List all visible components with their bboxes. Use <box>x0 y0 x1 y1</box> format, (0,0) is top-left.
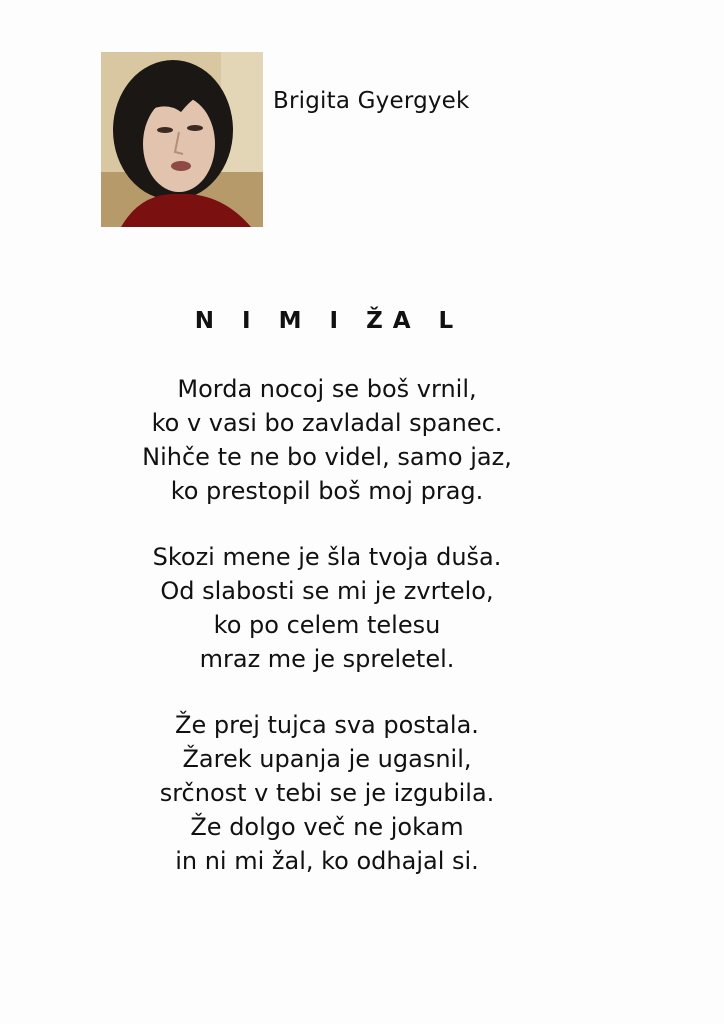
poem-line: ko po celem telesu <box>213 611 441 639</box>
poem-line: Nihče te ne bo videl, samo jaz, <box>142 443 512 471</box>
poem-line: in ni mi žal, ko odhajal si. <box>175 847 479 875</box>
poem-line: Morda nocoj se boš vrnil, <box>177 375 477 403</box>
poem-line: ko prestopil boš moj prag. <box>170 477 484 505</box>
poem-line: Že prej tujca sva postala. <box>175 711 479 739</box>
poem-line: Skozi mene je šla tvoja duša. <box>152 543 502 571</box>
poem-line: Od slabosti se mi je zvrtelo, <box>160 577 494 605</box>
poem-line: mraz me je spreletel. <box>199 645 455 673</box>
stanza-1 <box>0 372 654 508</box>
poem-title: N I M I ŽA L <box>194 308 464 334</box>
stanza-3 <box>0 708 654 878</box>
poem-line: srčnost v tebi se je izgubila. <box>159 779 495 807</box>
poem-line: Žarek upanja je ugasnil, <box>182 745 472 773</box>
poem-body <box>0 372 654 910</box>
poem-line: ko v vasi bo zavladal spanec. <box>151 409 503 437</box>
poem-line: Že dolgo več ne jokam <box>190 813 464 841</box>
author-photo <box>101 52 263 227</box>
author-name: Brigita Gyergyek <box>273 88 470 114</box>
stanza-2 <box>0 540 654 676</box>
